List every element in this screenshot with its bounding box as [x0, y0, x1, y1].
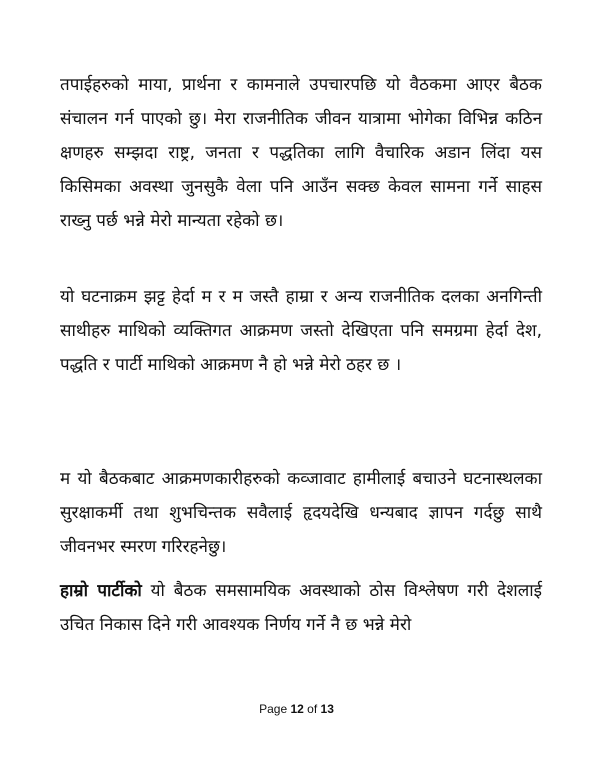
paragraph-party-meeting: [60, 574, 542, 642]
page-label: Page: [259, 702, 288, 716]
total-pages-number: 13: [320, 702, 334, 716]
paragraph-incident-assessment: यो घटनाक्रम झट्ट हेर्दा म र म जस्तै हाम्रा र अन्य राजनीतिक दलका अनगिन्ती साथीहरु माथिको व्यक्तिगत आक्रमण जस्तो देखिएता पनि समग्रमा हेर्दा देश, पद्धति र पार्टी माथिको आक्रमण नै हो भन्ने मेरो ठहर छ ।: [60, 287, 542, 375]
current-page-number: 12: [290, 702, 304, 716]
page-footer: [0, 702, 593, 716]
paragraph-thanks-security: म यो बैठकबाट आक्रमणकारीहरुको कव्जावाट हामीलाई बचाउने घटनास्थलका सुरक्षाकर्मी तथा शुभचिन्तक सवैलाई हृदयदेखि धन्यबाद ज्ञापन गर्दछु साथै जीवनभर स्मरण गरिरहनेछु।: [60, 469, 542, 557]
of-label: of: [307, 702, 318, 716]
party-emphasis-text: हाम्रो पार्टीको: [60, 581, 142, 601]
paragraph-party-meeting-text: यो बैठक समसामयिक अवस्थाको ठोस विश्लेषण गरी देशलाई उचित निकास दिने गरी आवश्यक निर्णय गर्ने नै छ भन्ने मेरो: [60, 581, 542, 635]
paragraph-gratitude-recovery: तपाईहरुको माया, प्रार्थना र कामनाले उपचारपछि यो वैठकमा आएर बैठक संचालन गर्न पाएको छु। मेरा राजनीतिक जीवन यात्रामा भोगेका विभिन्न कठिन क्षणहरु सम्झदा राष्ट्र, जनता र पद्धतिका लागि वैचारिक अडान लिंदा यस किसिमका अवस्था जुनसुकै वेला पनि आउँन सक्छ केवल सामना गर्ने साहस राख्नु पर्छ भन्ने मेरो मान्यता रहेको छ।: [60, 75, 542, 231]
